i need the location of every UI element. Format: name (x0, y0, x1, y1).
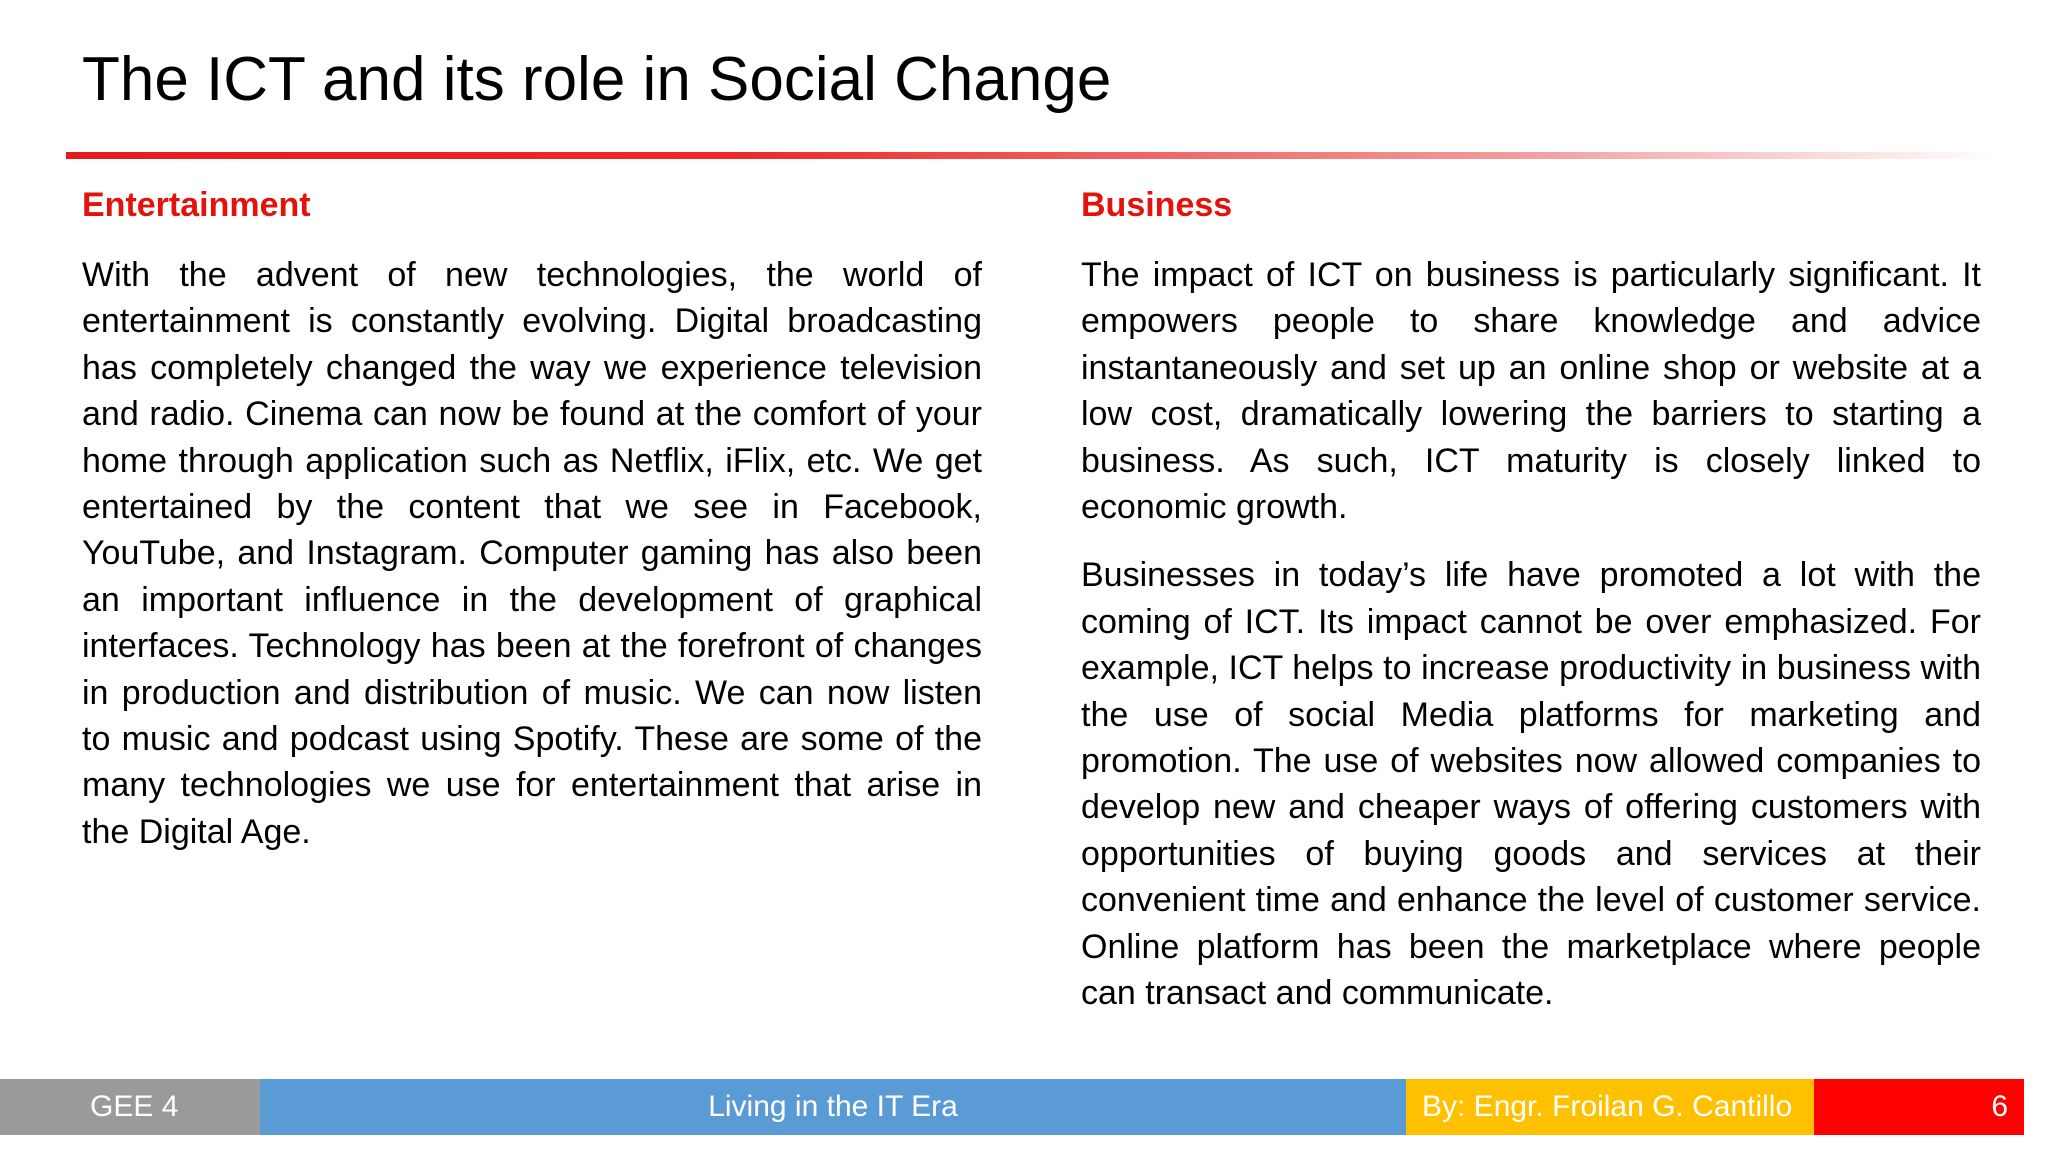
entertainment-paragraph: With the advent of new technologies, the world of entertainment is constantly evolving. Digital broadcasting has completely changed the way we experience television and radio. Cinema can now be found at the comfort of your home through application such as Netflix, iFlix, etc. We get entertained by the content that we see in Facebook, YouTube, and Instagram. Computer gaming has also been an important influence in the development of graphical interfaces. Technology has been at the forefront of changes in production and distribution of music. We can now listen to music and podcast using Spotify. These are some of the many technologies we use for entertainment that arise in the Digital Age. (82, 256, 982, 851)
footer-author: By: Engr. Froilan G. Cantillo (1406, 1079, 1814, 1135)
entertainment-column (82, 180, 982, 855)
business-heading: Business (1081, 186, 1233, 224)
footer-page-number: 6 (1814, 1079, 2024, 1135)
entertainment-heading: Entertainment (82, 186, 311, 224)
footer-course: GEE 4 (0, 1079, 260, 1135)
business-paragraph-2: Businesses in today’s life have promoted a lot with the coming of ICT. Its impact cannot be over emphasized. For example, ICT helps to increase productivity in business with the use of social Media platforms for marketing and promotion. The use of websites now allowed companies to develop new and cheaper ways of offering customers with opportunities of buying goods and services at their convenient time and enhance the level of customer service. Online platform has been the marketplace where people can transact and communicate. (1081, 556, 1981, 1013)
title-underline (66, 152, 2000, 159)
slide-title: The ICT and its role in Social Change (82, 45, 1112, 114)
footer-bar (0, 1079, 2024, 1135)
footer-subject: Living in the IT Era (260, 1079, 1406, 1135)
business-paragraph-1: The impact of ICT on business is particularly significant. It empowers people to share knowledge and advice instantaneously and set up an online shop or website at a low cost, dramatically lowering the barriers to starting a business. As such, ICT maturity is closely linked to economic growth. (1081, 256, 1981, 527)
business-column (1081, 180, 1981, 1017)
